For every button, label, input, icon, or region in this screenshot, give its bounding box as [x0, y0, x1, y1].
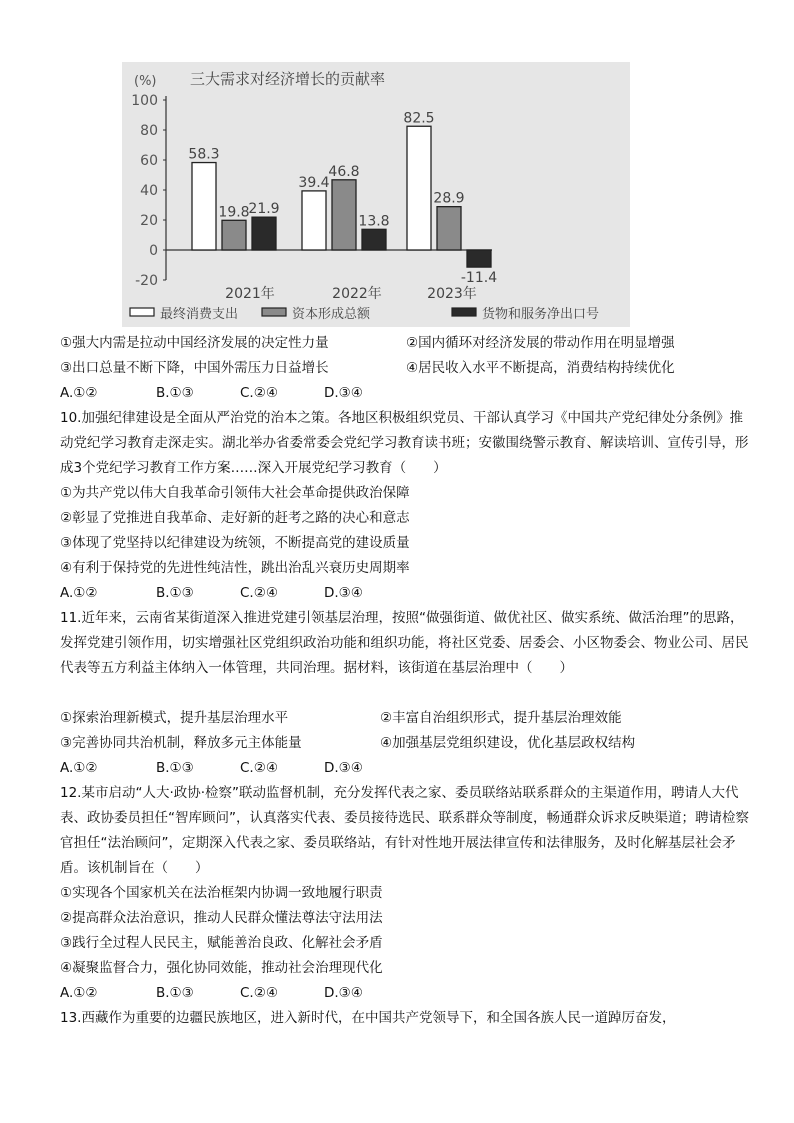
- bar: [192, 163, 216, 250]
- q12-option-1: ①实现各个国家机关在法治框架内协调一致地履行职责: [60, 885, 383, 901]
- answer-choice-a: A.①②: [60, 985, 98, 1001]
- y-tick-label: 100: [131, 93, 158, 109]
- bar: [362, 229, 386, 250]
- q10-option-1: ①为共产党以伟大自我革命引领伟大社会革命提供政治保障: [60, 485, 410, 501]
- y-tick-label: 60: [140, 153, 158, 169]
- bar: [467, 250, 491, 267]
- legend-swatch: [130, 308, 154, 316]
- q10-answer-choices: [60, 581, 460, 606]
- bar: [407, 126, 431, 250]
- chart-title: 三大需求对经济增长的贡献率: [190, 70, 386, 88]
- answer-choice-c: C.②④: [240, 585, 278, 601]
- q11-option-1: ①探索治理新模式，提升基层治理水平: [60, 710, 289, 726]
- q12-answer-choices: [60, 981, 460, 1006]
- bar-value-label: 21.9: [248, 201, 280, 218]
- y-tick-label: 40: [140, 183, 158, 199]
- q9-option-4: ④居民收入水平不断提高，消费结构持续优化: [406, 360, 675, 376]
- q9-option-1: ①强大内需是拉动中国经济发展的决定性力量: [60, 335, 329, 351]
- q11-option-3: ③完善协同共治机制，释放多元主体能量: [60, 735, 302, 751]
- contribution-rate-chart: [122, 62, 630, 327]
- y-tick-label: -20: [135, 273, 158, 289]
- legend-label: 货物和服务净出口号: [482, 307, 600, 322]
- q9-answer-choices: [60, 381, 460, 406]
- q11-option-row-2: [60, 731, 760, 756]
- chart-y-unit: (%): [134, 74, 157, 89]
- answer-choice-c: C.②④: [240, 985, 278, 1001]
- answer-choice-d: D.③④: [324, 985, 363, 1001]
- bar: [222, 220, 246, 250]
- q9-option-3: ③出口总量不断下降，中国外需压力日益增长: [60, 360, 329, 376]
- answer-choice-a: A.①②: [60, 385, 98, 401]
- answer-choice-a: A.①②: [60, 585, 98, 601]
- bar-value-label: -11.4: [460, 270, 498, 287]
- answer-choice-d: D.③④: [324, 385, 363, 401]
- legend-swatch: [452, 308, 476, 316]
- q13-stem: 13.西藏作为重要的边疆民族地区，进入新时代，在中国共产党领导下，和全国各族人民一道踔厉奋发，: [60, 1010, 676, 1026]
- x-category-label: 2022年: [332, 286, 382, 302]
- answer-choice-c: C.②④: [240, 760, 278, 776]
- answer-choice-b: B.①③: [156, 585, 194, 601]
- bar-value-label: 58.3: [188, 146, 220, 163]
- bar: [302, 191, 326, 250]
- answer-choice-a: A.①②: [60, 760, 98, 776]
- legend-swatch: [262, 308, 286, 316]
- q11-option-2: ②丰富自治组织形式，提升基层治理效能: [380, 710, 622, 726]
- bar-value-label: 82.5: [403, 110, 435, 127]
- x-category-label: 2023年: [427, 286, 477, 302]
- answer-choice-d: D.③④: [324, 760, 363, 776]
- q11-stem: 11.近年来，云南省某街道深入推进党建引领基层治理，按照“做强街道、做优社区、做实系统、做活治理”的思路，发挥党建引领作用，切实增强社区党组织政治功能和组织功能，将社区党委、居委会、小区物委会、物业公司、居民代表等五方利益主体纳入一体管理，共同治理。据材料，该街道在基层治理中（ ）: [60, 610, 749, 676]
- bar-value-label: 28.9: [433, 190, 465, 207]
- q9-option-row-1: [60, 331, 760, 356]
- q9-option-2: ②国内循环对经济发展的带动作用在明显增强: [406, 335, 675, 351]
- q11-option-row-1: [60, 706, 760, 731]
- q10-option-4: ④有利于保持党的先进性纯洁性，跳出治乱兴衰历史周期率: [60, 560, 410, 576]
- answer-choice-d: D.③④: [324, 585, 363, 601]
- x-category-label: 2021年: [225, 286, 275, 302]
- answer-choice-c: C.②④: [240, 385, 278, 401]
- q9-option-row-2: [60, 356, 760, 381]
- bar-value-label: 13.8: [358, 213, 390, 230]
- bar-value-label: 39.4: [298, 174, 330, 191]
- q10-option-2: ②彰显了党推进自我革命、走好新的赶考之路的决心和意志: [60, 510, 410, 526]
- legend-label: 资本形成总额: [292, 307, 371, 322]
- bar-value-label: 46.8: [328, 163, 360, 180]
- bar-value-label: 19.8: [218, 204, 250, 221]
- q11-option-4: ④加强基层党组织建设，优化基层政权结构: [380, 735, 636, 751]
- y-tick-label: 20: [140, 213, 158, 229]
- y-tick-label: 0: [149, 243, 158, 259]
- q12-option-3: ③践行全过程人民民主，赋能善治良政、化解社会矛盾: [60, 935, 383, 951]
- q10-stem: 10.加强纪律建设是全面从严治党的治本之策。各地区积极组织党员、干部认真学习《中国共产党纪律处分条例》推动党纪学习教育走深走实。湖北举办省委常委会党纪学习教育读书班；安徽围绕警示教育、解读培训、宣传引导，形成3个党纪学习教育工作方案……深入开展党纪学习教育（ ）: [60, 410, 749, 476]
- q12-stem: 12.某市启动“人大·政协·检察”联动监督机制，充分发挥代表之家、委员联络站联系群众的主渠道作用，聘请人大代表、政协委员担任“智库顾问”，认真落实代表、委员接待选民、联系群众等制度，畅通群众诉求反映渠道；聘请检察官担任“法治顾问”，定期深入代表之家、委员联络站，有针对性地开展法律宣传和法律服务，及时化解基层社会矛盾。该机制旨在（ ）: [60, 785, 749, 876]
- q12-option-2: ②提高群众法治意识，推动人民群众懂法尊法守法用法: [60, 910, 383, 926]
- q12-option-4: ④凝聚监督合力，强化协同效能，推动社会治理现代化: [60, 960, 383, 976]
- bar: [252, 217, 276, 250]
- q11-answer-choices: [60, 756, 460, 781]
- q10-option-3: ③体现了党坚持以纪律建设为统领，不断提高党的建设质量: [60, 535, 410, 551]
- bar: [437, 207, 461, 250]
- chart-legend: [130, 306, 599, 322]
- answer-choice-b: B.①③: [156, 985, 194, 1001]
- y-tick-label: 80: [140, 123, 158, 139]
- legend-label: 最终消费支出: [160, 307, 239, 322]
- answer-choice-b: B.①③: [156, 760, 194, 776]
- bar: [332, 180, 356, 250]
- chart-bars: [188, 110, 497, 286]
- answer-choice-b: B.①③: [156, 385, 194, 401]
